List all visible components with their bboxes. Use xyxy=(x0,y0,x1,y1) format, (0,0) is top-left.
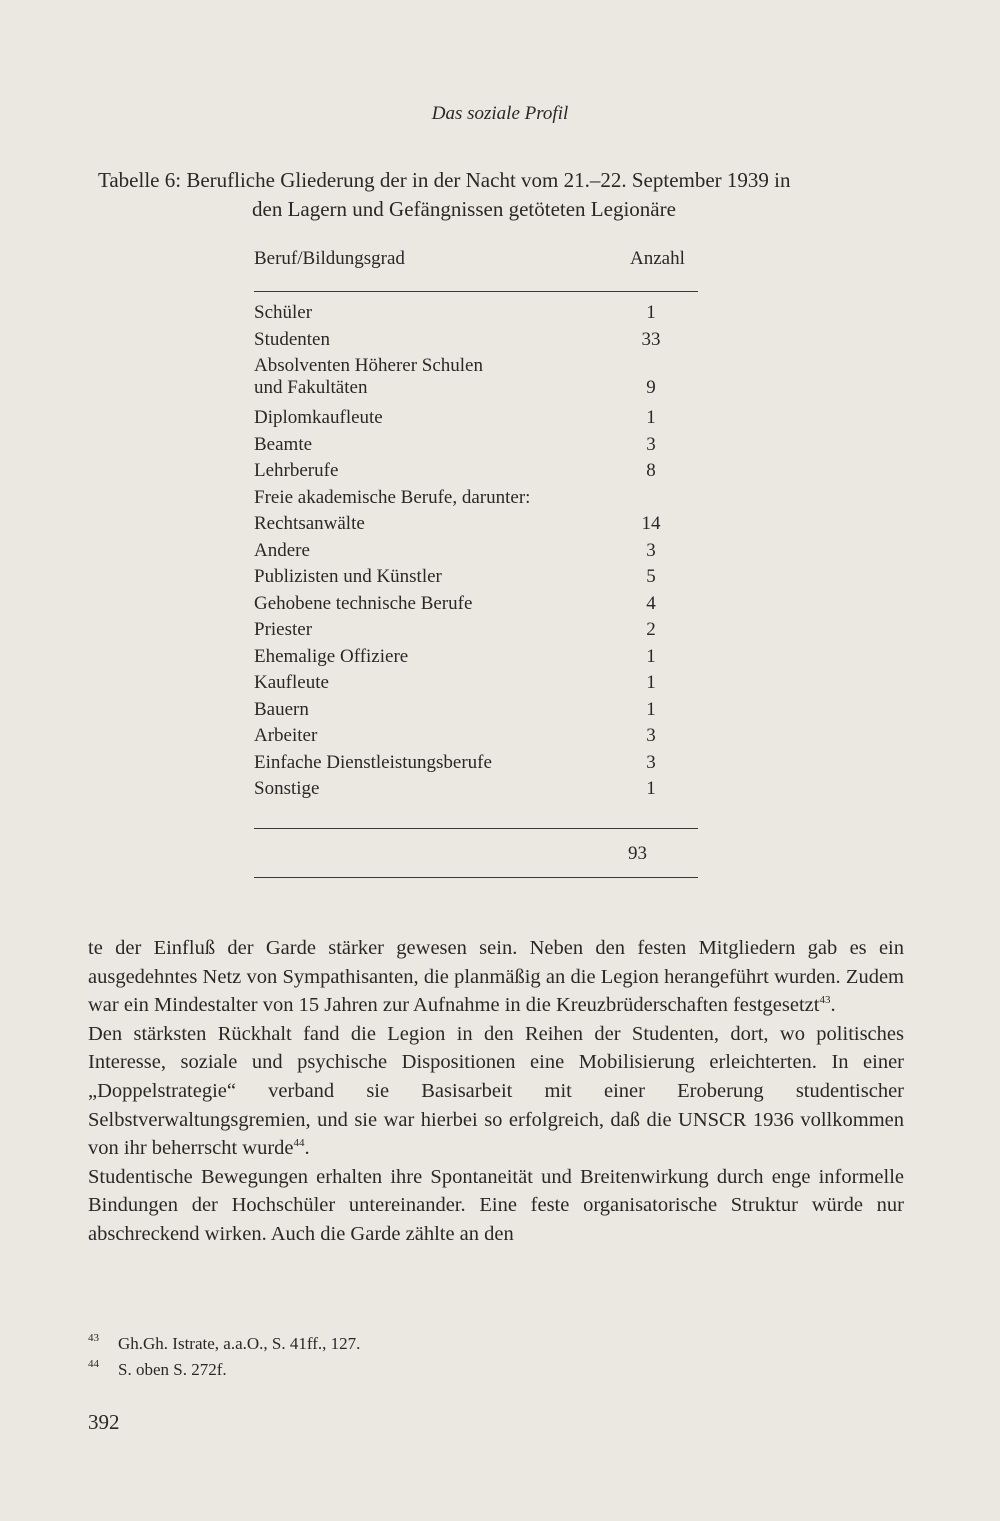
row-count: 14 xyxy=(641,513,661,534)
table-row xyxy=(254,434,698,456)
row-label: Beamte xyxy=(254,433,313,455)
row-count: 5 xyxy=(646,566,656,587)
footnote-ref: 44 xyxy=(293,1137,305,1150)
paragraph-text: Studentische Bewegungen erhalten ihre Spontaneität und Breitenwirkung durch enge informelle Bindungen der Hochschüler untereinander. Eine feste organisatorische Struktur würde nur abschreckend wirken. Auch die Garde zählte an den xyxy=(88,1165,904,1245)
footnote-ref: 43 xyxy=(819,994,831,1007)
table-row xyxy=(254,725,698,747)
row-count: 33 xyxy=(641,328,661,350)
running-head: Das soziale Profil xyxy=(431,103,569,124)
table-header xyxy=(254,248,698,270)
paragraph-text: te der Einfluß der Garde stärker gewesen sein. Neben den festen Mitgliedern gab es ein ausgedehntes Netz von Sympathisanten, die planmäßig an die Legion herangeführt wurden. Zudem war ein Mindestalter von 15 Jahren zur Aufnahme in die Kreuzbrüderschaften festgesetzt xyxy=(88,937,904,1017)
row-label: Lehrberufe xyxy=(254,460,339,481)
body-text xyxy=(88,934,904,1249)
column-header-count: Anzahl xyxy=(630,248,685,269)
row-label: Bauern xyxy=(254,698,309,720)
footnote-number: 44 xyxy=(88,1358,99,1370)
row-count: 1 xyxy=(646,778,656,799)
table-total: 93 xyxy=(628,843,647,864)
table-bottom-rule xyxy=(254,877,698,878)
row-label: Gehobene technische Berufe xyxy=(254,592,473,614)
row-label: Absolventen Höherer Schulen xyxy=(254,355,483,376)
paragraph: te der Einfluß der Garde stärker gewesen sein. Neben den festen Mitgliedern gab es ein ausgedehntes Netz von Sympathisanten, die planmäßig an die Legion herangeführt wurden. Zudem war ein Mindestalter von 15 Jahren zur Aufnahme in die Kreuzbrüderschaften festgesetzt$^{43}$. xyxy=(88,937,904,1017)
row-count: 1 xyxy=(646,698,656,720)
row-count: 1 xyxy=(646,407,656,428)
row-count: 4 xyxy=(646,592,656,614)
table-row xyxy=(254,672,698,694)
row-label: Ehemalige Offiziere xyxy=(254,645,409,667)
table-row xyxy=(254,355,698,399)
row-label: Studenten xyxy=(254,328,330,350)
row-count: 9 xyxy=(646,377,656,398)
row-count: 3 xyxy=(646,539,656,561)
paragraph-text: Den stärksten Rückhalt fand die Legion in den Reihen der Studenten, dort, wo politisches Interesse, soziale und psychische Dispositionen eine Mobilisierung erleichterten. In einer „Doppelstrategie“ verband sie Basisarbeit mit einer Eroberung studentischer Selbstverwaltungsgremien, und sie war hierbei so erfolgreich, daß die UNSCR 1936 vollkommen von ihr beherrscht wurde xyxy=(88,1022,904,1160)
row-count: 3 xyxy=(646,725,656,746)
row-label: Schüler xyxy=(254,302,313,323)
column-header-occupation: Beruf/Bildungsgrad xyxy=(254,248,405,269)
table-caption-line2: den Lagern und Gefängnissen getöteten Legionäre xyxy=(252,197,676,221)
table-caption xyxy=(98,166,918,224)
paragraph xyxy=(88,1163,904,1249)
table-row xyxy=(254,329,698,351)
row-label: Priester xyxy=(254,619,313,640)
table-row xyxy=(254,778,698,800)
row-count: 1 xyxy=(646,672,656,693)
table-row xyxy=(254,540,698,562)
row-label: Freie akademische Berufe, darunter: xyxy=(254,486,531,508)
table-row xyxy=(254,593,698,615)
table-row xyxy=(254,513,698,535)
row-label-continued: und Fakultäten xyxy=(254,377,368,398)
row-label: Publizisten und Künstler xyxy=(254,566,442,587)
footnote-text: Gh.Gh. Istrate, a.a.O., S. 41ff., 127. xyxy=(118,1334,361,1353)
row-label: Andere xyxy=(254,539,310,561)
row-label: Einfache Dienstleistungsberufe xyxy=(254,751,492,773)
table-header-rule xyxy=(254,291,698,292)
row-count: 3 xyxy=(646,751,656,773)
table-row xyxy=(254,566,698,588)
table-row xyxy=(254,699,698,721)
footnote-number: 43 xyxy=(88,1332,99,1344)
table-total-rule xyxy=(254,828,698,829)
table-caption-line1: Tabelle 6: Berufliche Gliederung der in der Nacht vom 21.–22. September 1939 in xyxy=(98,168,791,192)
page-number: 392 xyxy=(88,1410,120,1434)
row-label: Diplomkaufleute xyxy=(254,407,383,428)
row-count: 3 xyxy=(646,433,656,455)
row-count: 2 xyxy=(646,619,656,640)
table-row xyxy=(254,646,698,668)
row-label: Kaufleute xyxy=(254,672,329,693)
table-row xyxy=(254,407,698,429)
table-row xyxy=(254,460,698,482)
row-label: Sonstige xyxy=(254,778,320,799)
footnote-text: S. oben S. 272f. xyxy=(118,1360,227,1379)
table-row xyxy=(254,752,698,774)
row-label: Rechtsanwälte xyxy=(254,513,365,534)
row-count: 8 xyxy=(646,460,656,481)
row-label: Arbeiter xyxy=(254,725,318,746)
paragraph: Den stärksten Rückhalt fand die Legion in den Reihen der Studenten, dort, wo politisches Interesse, soziale und psychische Dispositionen eine Mobilisierung erleichterten. In einer „Doppelstrategie“ verband sie Basisarbeit mit einer Eroberung studentischer Selbstverwaltungsgremien, und sie war hierbei so erfolgreich, daß die UNSCR 1936 vollkommen von ihr beherrscht wurde$^{44}$. xyxy=(88,1022,904,1160)
row-count: 1 xyxy=(646,302,656,323)
row-count: 1 xyxy=(646,645,656,667)
table-row xyxy=(254,487,698,509)
table-row xyxy=(254,619,698,641)
table-row xyxy=(254,302,698,324)
